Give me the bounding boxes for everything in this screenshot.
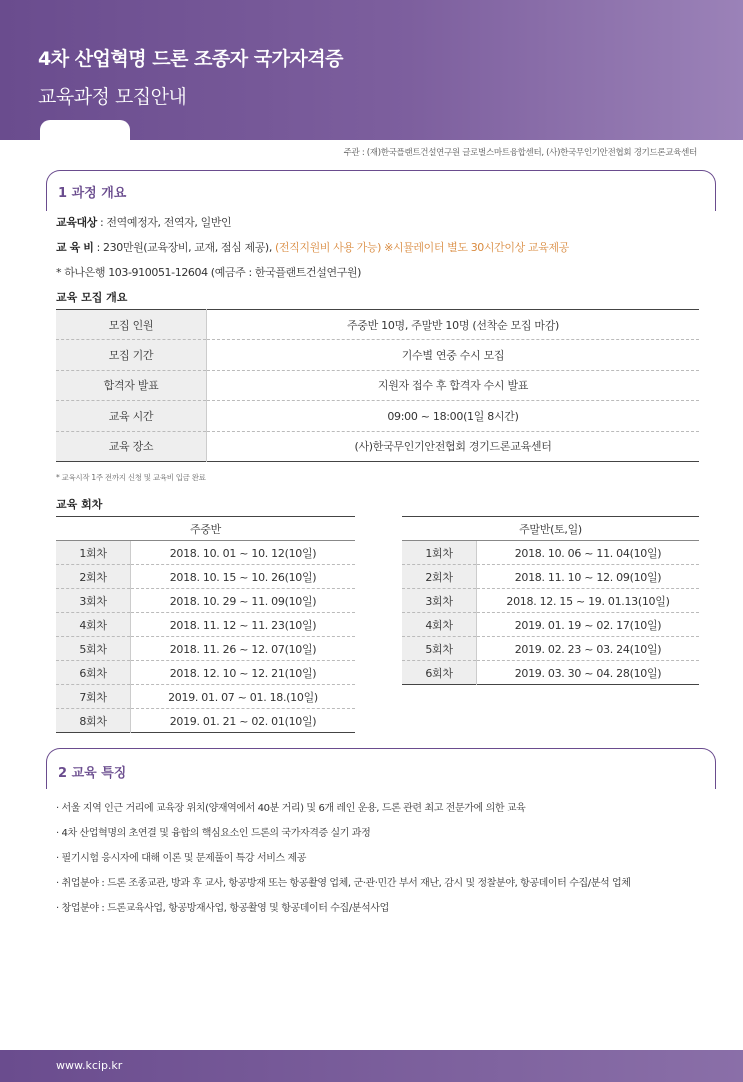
target-label: 교육대상 [56, 216, 97, 229]
table-row [402, 661, 699, 685]
round-label: 5회차 [402, 637, 477, 661]
table-header-row [56, 517, 355, 541]
schedule-subtitle: 교육 회차 [56, 498, 103, 511]
overview-key: 교육 시간 [56, 401, 207, 431]
header-tab-decoration [40, 120, 130, 144]
overview-key: 모집 기간 [56, 340, 207, 370]
overview-key: 모집 인원 [56, 310, 207, 340]
section-frame-overview [46, 170, 716, 211]
round-label: 8회차 [56, 709, 131, 733]
fee-highlight: (전직지원비 사용 가능) ※시뮬레이터 별도 30시간이상 교육제공 [275, 241, 569, 254]
table-row [56, 661, 355, 685]
overview-key: 교육 장소 [56, 431, 207, 461]
round-dates: 2019. 01. 21 ~ 02. 01(10일) [169, 714, 317, 728]
weekend-header: 주말반(토,일) [402, 517, 699, 541]
table-row [402, 541, 699, 565]
overview-table [56, 309, 699, 462]
overview-value: 기수별 연중 수시 모집 [207, 340, 700, 370]
round-label: 5회차 [56, 637, 131, 661]
round-label: 3회차 [402, 589, 477, 613]
table-row [56, 589, 355, 613]
round-label: 7회차 [56, 685, 131, 709]
round-dates: 2018. 11. 10 ~ 12. 09(10일) [477, 565, 700, 589]
round-dates: 2019. 01. 19 ~ 02. 17(10일) [477, 613, 700, 637]
overview-subtitle: 교육 모집 개요 [56, 291, 128, 304]
round-dates: 2018. 11. 12 ~ 11. 23(10일) [131, 613, 356, 637]
weekend-schedule-table [402, 516, 699, 685]
fee-value: : 230만원(교육장비, 교재, 점심 제공), [93, 241, 276, 254]
round-dates: 2018. 10. 29 ~ 11. 09(10일) [131, 589, 356, 613]
round-label: 6회차 [56, 661, 131, 685]
round-dates: 2019. 01. 07 ~ 01. 18.(10일) [131, 685, 356, 709]
round-label: 1회차 [402, 541, 477, 565]
round-dates: 2018. 11. 26 ~ 12. 07(10일) [131, 637, 356, 661]
account-line: * 하나은행 103-910051-12604 (예금주 : 한국플랜트건설연구원) [56, 266, 362, 279]
table-row [56, 370, 699, 400]
round-dates: 2018. 12. 10 ~ 12. 21(10일) [131, 661, 356, 685]
table-row [56, 637, 355, 661]
host-organizations: 주관 : (재)한국플랜트건설연구원 글로벌스마트융합센터, (사)한국무인기안전협회 경기드론교육센터 [343, 148, 697, 158]
round-label: 2회차 [56, 565, 131, 589]
round-label: 4회차 [56, 613, 131, 637]
footer-bar [0, 1050, 743, 1082]
overview-value: 09:00 ~ 18:00(1일 8시간) [207, 401, 700, 431]
page-title: 4차 산업혁명 드론 조종자 국가자격증 [38, 48, 343, 70]
overview-value: 주중반 10명, 주말반 10명 (선착순 모집 마감) [207, 310, 700, 340]
round-dates: 2018. 12. 15 ~ 19. 01.13(10일) [477, 589, 700, 613]
table-row [56, 685, 355, 709]
round-dates: 2018. 10. 01 ~ 10. 12(10일) [131, 541, 356, 565]
table-row [402, 637, 699, 661]
table-row [56, 340, 699, 370]
round-dates: 2019. 03. 30 ~ 04. 28(10일) [514, 666, 662, 680]
round-label: 6회차 [402, 661, 477, 685]
page-subtitle: 교육과정 모집안내 [38, 86, 187, 108]
round-dates: 2018. 10. 06 ~ 11. 04(10일) [477, 541, 700, 565]
footer-url: www.kcip.kr [56, 1059, 123, 1072]
section-title-overview: 1 과정 개요 [58, 186, 127, 201]
section-frame-features [46, 748, 716, 789]
round-dates: 2018. 10. 15 ~ 10. 26(10일) [131, 565, 356, 589]
target-line [56, 214, 231, 230]
table-row [56, 431, 699, 461]
weekday-header: 주중반 [56, 517, 355, 541]
round-label: 3회차 [56, 589, 131, 613]
table-header-row [402, 517, 699, 541]
table-row [56, 613, 355, 637]
feature-bullet: · 4차 산업혁명의 초연결 및 융합의 핵심요소인 드론의 국가자격증 실기 과정 [56, 828, 371, 839]
feature-bullet: · 취업분야 : 드론 조종교관, 방과 후 교사, 항공방재 또는 항공촬영 업체, 군·관·민간 부서 재난, 감시 및 정찰분야, 항공데이터 수집/분석 업체 [56, 878, 631, 889]
section-title-features: 2 교육 특징 [58, 766, 127, 781]
table-row [402, 589, 699, 613]
overview-key: 합격자 발표 [56, 370, 207, 400]
header-banner [0, 0, 743, 140]
table-row [56, 541, 355, 565]
round-label: 4회차 [402, 613, 477, 637]
overview-note: * 교육시작 1주 전까지 신청 및 교육비 입금 완료 [56, 473, 206, 482]
round-label: 1회차 [56, 541, 131, 565]
table-row [402, 565, 699, 589]
table-row [56, 565, 355, 589]
table-row [402, 613, 699, 637]
table-row [56, 310, 699, 340]
feature-bullet: · 창업분야 : 드론교육사업, 항공방재사업, 항공촬영 및 항공데이터 수집/분석사업 [56, 903, 389, 914]
round-dates: 2019. 02. 23 ~ 03. 24(10일) [477, 637, 700, 661]
table-row [56, 709, 355, 733]
table-row [56, 401, 699, 431]
fee-line [56, 239, 569, 255]
overview-value: 지원자 접수 후 합격자 수시 발표 [207, 370, 700, 400]
fee-label: 교 육 비 [56, 241, 94, 254]
target-value: : 전역예정자, 전역자, 일반인 [96, 216, 232, 229]
feature-bullet: · 서울 지역 인근 거리에 교육장 위치(양재역에서 40분 거리) 및 6개 레인 운용, 드론 관련 최고 전문가에 의한 교육 [56, 803, 526, 814]
feature-bullet: · 필기시험 응시자에 대해 이론 및 문제풀이 특강 서비스 제공 [56, 853, 307, 864]
weekday-schedule-table [56, 516, 355, 733]
round-label: 2회차 [402, 565, 477, 589]
overview-value: (사)한국무인기안전협회 경기드론교육센터 [354, 440, 552, 454]
